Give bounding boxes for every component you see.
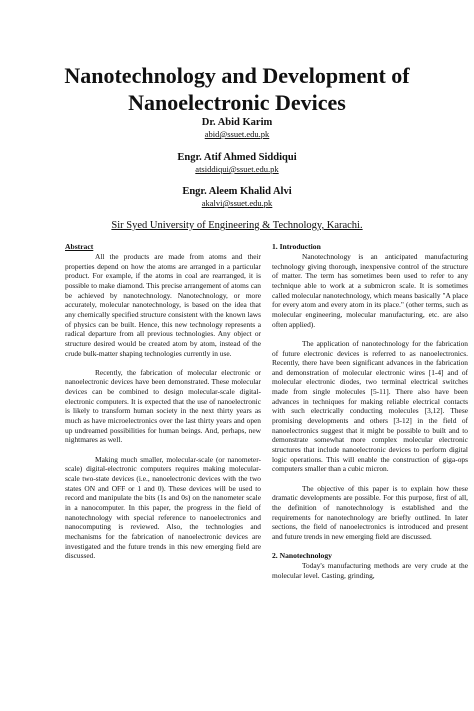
- author-1: [0, 116, 474, 140]
- section-1-paragraph-2: The application of nanotechnology for the fabrication of future electronic devices is referred to as nanoelectronics. Recently, there have been significant advances in the fabrication and demonstration of molecular electronic wires [1-4] and of molecular electronic diodes, two terminal electrical switches made from single molecules [5-11]. There also have been advances in techniques for making reliable electrical contacts with such electrically conducting molecules [3,12]. These promising developments and others [3-12] in the field of nanoelectronics suggest that it might be possible to built and to demonstrate somewhat more complex molecular electronic structures that include nanoelectronic devices to perform digital logic operations. This will enable the construction of giga-ops computers smaller than a cubic micron.: [272, 338, 468, 474]
- author-name: Engr. Aleem Khalid Alvi: [182, 186, 292, 197]
- author-name: Dr. Abid Karim: [201, 117, 273, 128]
- section-1-heading: 1. Introduction: [272, 242, 321, 251]
- author-name: Engr. Atif Ahmed Siddiqui: [177, 152, 297, 163]
- author-3: [0, 185, 474, 209]
- affiliation: Sir Syed University of Engineering & Technology, Karachi.: [111, 220, 363, 231]
- paper-title-line-2: Nanoelectronic Devices: [128, 90, 346, 115]
- section-1-paragraph-3: The objective of this paper is to explain how these dramatic developments are possible. For this purpose, first of all, the definition of nanotechnology is established and the requirements for nanotechnology are briefly outlined. In later sections, the field of nanoelectronics is introduced and present and future trends in new emerging field are discussed.: [272, 483, 468, 541]
- author-2: [0, 151, 474, 175]
- section-2-paragraph-1: Today's manufacturing methods are very crude at the molecular level. Casting, grinding,: [272, 561, 468, 580]
- abstract-heading: Abstract: [65, 242, 94, 251]
- author-email[interactable]: akalvi@ssuet.edu.pk: [201, 198, 273, 208]
- left-column: [65, 242, 261, 561]
- right-column: [272, 242, 468, 580]
- author-email[interactable]: abid@ssuet.edu.pk: [204, 129, 270, 139]
- abstract-paragraph-2: Recently, the fabrication of molecular electronic or nanoelectronic devices have been demonstrated. These molecular devices can be combined to design molecular-scale digital-electronic computers. It is expected that the use of nanoelectronic is likely to transform human society in the next thirty years as much as have microelectronics over the last thirty years and open up undreamed possibilities for human beings. And, perhaps, new nightmares as well.: [65, 367, 261, 445]
- abstract-paragraph-3: Making much smaller, molecular-scale (or nanometer-scale) digital-electronic computers requires making molecular-scale two-state devices (i.e., nanoelectronic devices with the two states ON and OFF or 1 and 0). These devices will be used to record and manipulate the bits (1s and 0s) on the nanometer scale in a nanocomputer. In this paper, the progress in the field of nanotechnology with special reference to nanoelectronics and nanocomputing is reviewed. Also, the technologies and mechanisms for the fabrication of nanoelectronic devices are investigated and the future trends in this new emerging field are discussed.: [65, 454, 261, 561]
- paper-title: [0, 62, 474, 116]
- paper-title-line-1: Nanotechnology and Development of: [64, 63, 410, 88]
- section-2-heading: 2. Nanotechnology: [272, 551, 332, 561]
- section-1-paragraph-1: Nanotechnology is an anticipated manufacturing technology giving thorough, inexpensive control of the structure of matter. The term has sometimes been used to refer to any technique able to work at a submicron scale. It is sometimes called molecular nanotechnology, which means basically "A place for every atom and every atom in its place." (other terms, such as molecular engineering, molecular manufacturing, etc. are also often applied).: [272, 252, 468, 329]
- abstract-paragraph-1: All the products are made from atoms and their properties depend on how the atoms are arranged in a particular product. For example, if the atoms in coal are rearranged, it is possible to make diamond. This precise arrangement of atoms can be achieved by nanotechnology. Nanotechnology, or more accurately, molecular nanotechnology, is based on the idea that any chemically specified structure consistent with the known laws of physics can be built. Hence, this new technology represents a radical departure from all previous technologies. Any object or structure desired would be created atom by atom, instead of the crude bulk-matter shaping technologies currently in use.: [65, 252, 261, 358]
- author-email[interactable]: atsiddiqui@ssuet.edu.pk: [195, 164, 279, 174]
